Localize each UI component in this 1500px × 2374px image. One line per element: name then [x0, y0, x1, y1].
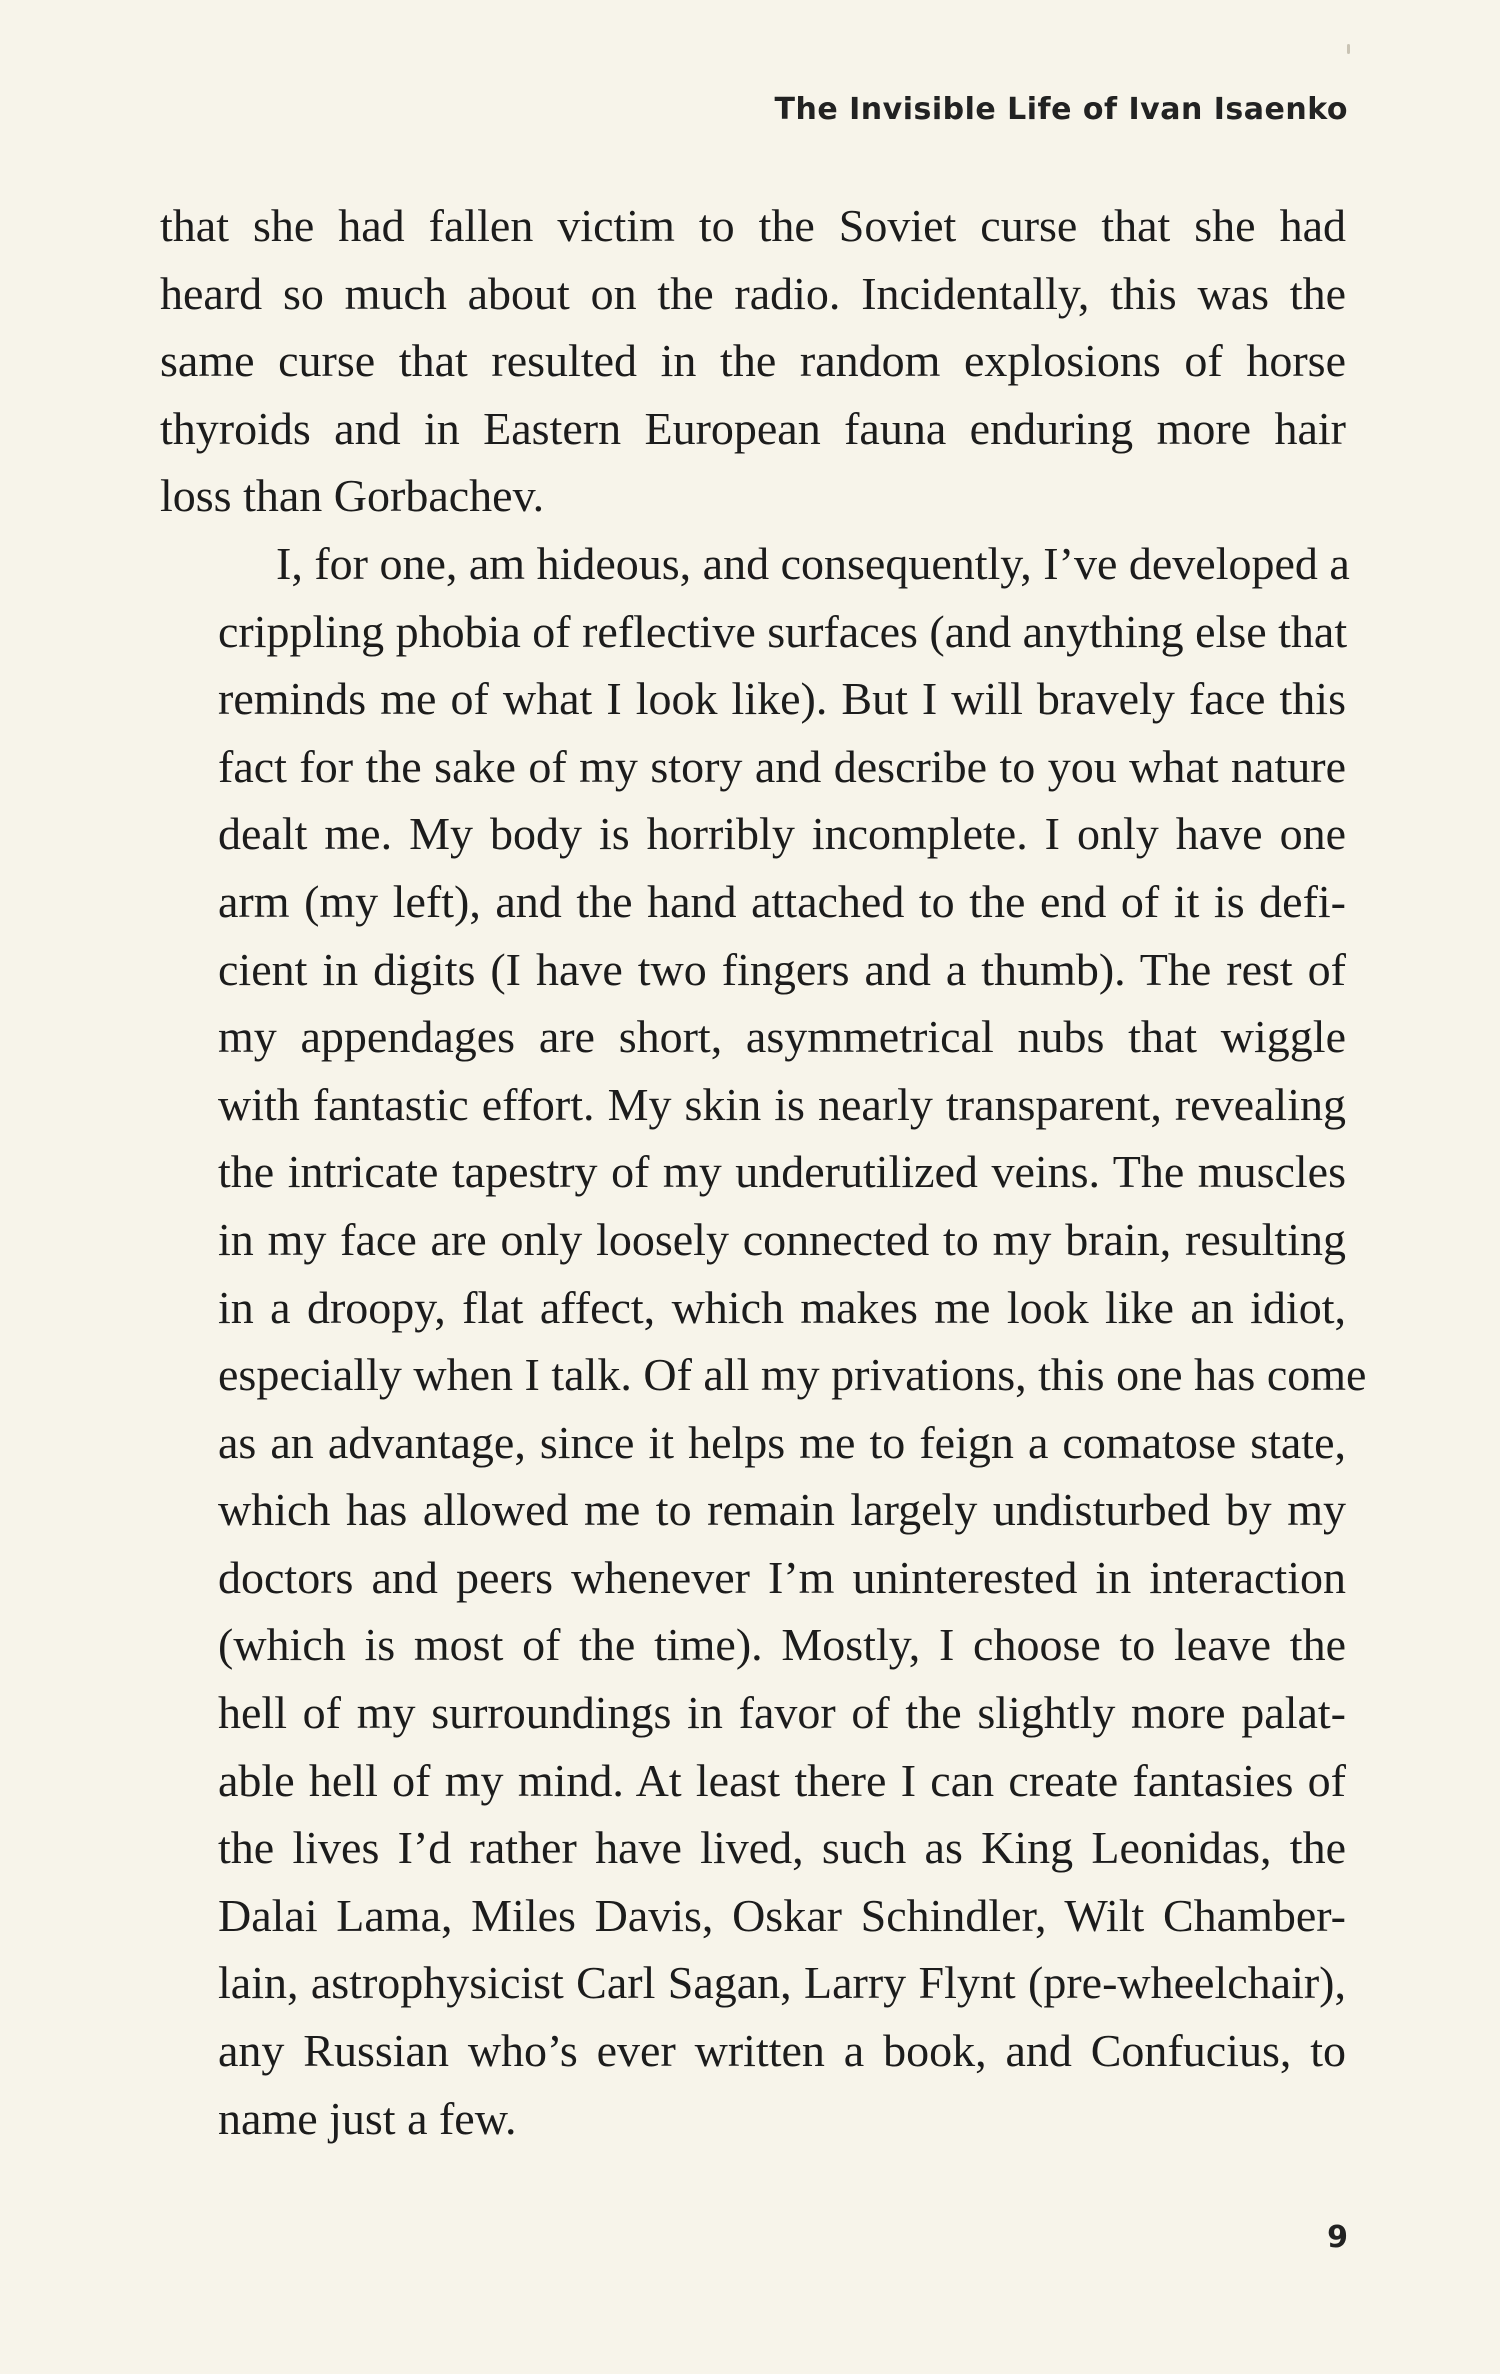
text-line: same curse that resulted in the random explosions of horse	[160, 335, 1346, 387]
text-line: lain, astrophysicist Carl Sagan, Larry Flynt (pre-wheelchair),	[218, 1957, 1346, 2009]
text-line: loss than Gorbachev.	[160, 470, 545, 522]
text-line: in a droopy, flat affect, which makes me look like an idiot,	[218, 1281, 1346, 1333]
text-line: Dalai Lama, Miles Davis, Oskar Schindler, Wilt Chamber-	[218, 1889, 1346, 1941]
text-line: my appendages are short, asymmetrical nubs that wiggle	[218, 1011, 1346, 1063]
text-line: cient in digits (I have two fingers and a thumb). The rest of	[218, 943, 1346, 995]
text-line: the intricate tapestry of my underutilized veins. The muscles	[218, 1146, 1346, 1198]
text-line: fact for the sake of my story and describe to you what nature	[218, 740, 1346, 792]
body-text	[160, 192, 1367, 2152]
text-line: reminds me of what I look like). But I will bravely face this	[218, 673, 1346, 725]
text-line: that she had fallen victim to the Soviet curse that she had	[160, 200, 1346, 251]
text-line: the lives I’d rather have lived, such as King Leonidas, the	[218, 1822, 1346, 1874]
text-line: hell of my surroundings in favor of the slightly more palat-	[218, 1687, 1346, 1739]
text-line: I, for one, am hideous, and consequently, I’ve developed a	[276, 537, 1350, 589]
paragraph	[160, 530, 1367, 2152]
text-line: heard so much about on the radio. Incidentally, this was the	[160, 267, 1346, 319]
text-line: doctors and peers whenever I’m uninterested in interaction	[218, 1551, 1346, 1603]
text-line: as an advantage, since it helps me to feign a comatose state,	[218, 1416, 1346, 1468]
running-head: The Invisible Life of Ivan Isaenko	[774, 92, 1348, 127]
text-line: arm (my left), and the hand attached to the end of it is defi-	[218, 875, 1346, 927]
page-number: 9	[1327, 2220, 1348, 2255]
text-line: name just a few.	[218, 2092, 517, 2144]
text-line: crippling phobia of reflective surfaces (and anything else that	[218, 605, 1348, 657]
text-line: with fantastic effort. My skin is nearly transparent, revealing	[218, 1078, 1346, 1130]
text-line: which has allowed me to remain largely undisturbed by my	[218, 1484, 1346, 1536]
paper-speck	[1347, 44, 1350, 54]
text-line: any Russian who’s ever written a book, and Confucius, to	[218, 2025, 1346, 2077]
paragraph	[160, 192, 1346, 530]
text-line: dealt me. My body is horribly incomplete. I only have one	[218, 808, 1346, 860]
text-line: in my face are only loosely connected to my brain, resulting	[218, 1213, 1346, 1265]
text-line: thyroids and in Eastern European fauna enduring more hair	[160, 402, 1346, 454]
text-line: (which is most of the time). Mostly, I choose to leave the	[218, 1619, 1346, 1671]
text-line: especially when I talk. Of all my privations, this one has come	[218, 1349, 1367, 1401]
text-line: able hell of my mind. At least there I can create fantasies of	[218, 1754, 1346, 1806]
